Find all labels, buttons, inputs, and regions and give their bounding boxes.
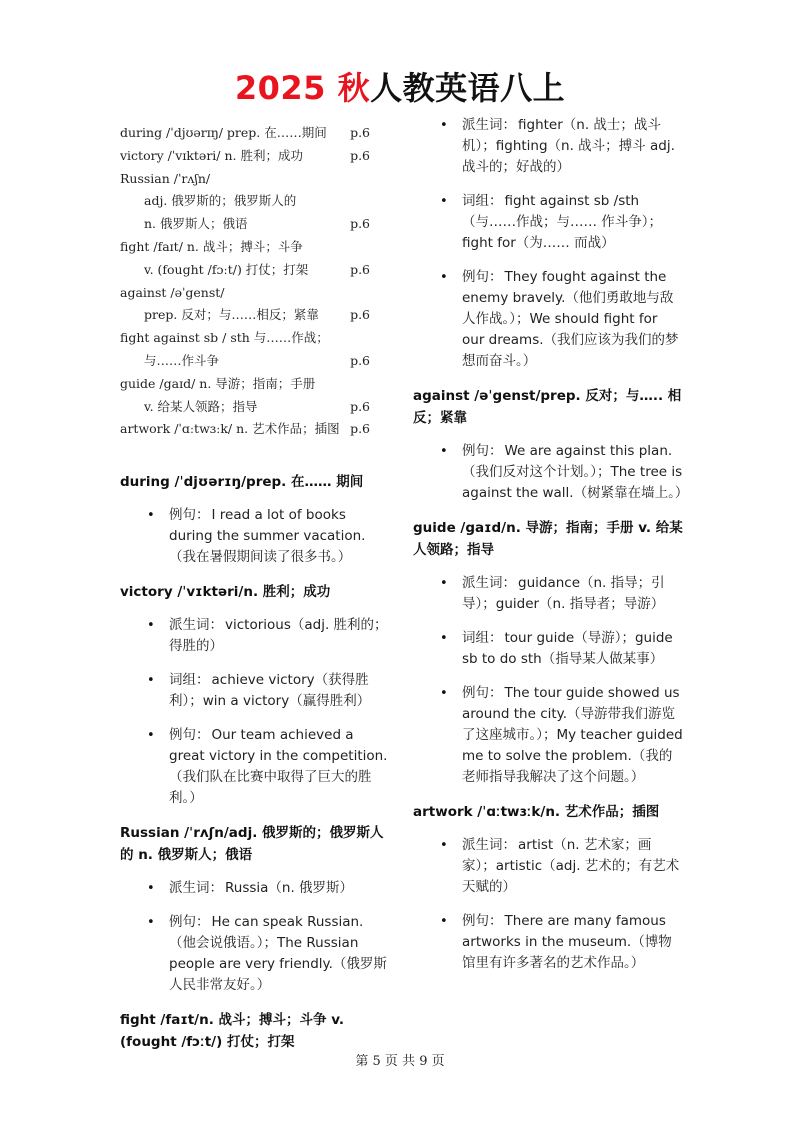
right-entries xyxy=(413,115,689,974)
wordlist-page: p.6 xyxy=(350,421,370,437)
bullet-text: Russia（n. 俄罗斯） xyxy=(225,880,354,897)
bullet-label: 词组： xyxy=(462,630,503,646)
wordlist-line xyxy=(120,213,370,236)
left-entries xyxy=(120,471,390,1053)
entry-block xyxy=(120,822,390,996)
entry-heading: guide /gaɪd/n. 导游；指南；手册 v. 给某人领路；指导 xyxy=(413,520,683,558)
entry-heading: victory /ˈvɪktəri/n. 胜利；成功 xyxy=(120,584,331,601)
bullet-text: I read a lot of books during the summer vacation.（我在暑假期间读了很多书。） xyxy=(169,507,366,566)
wordlist-text: 与……作斗争 xyxy=(144,352,220,368)
bullet-text: tour guide（导游）；guide sb to do sth（指导某人做某事） xyxy=(462,630,673,667)
bullet-text: artist（n. 艺术家；画家）；artistic（adj. 艺术的；有艺术天赋的） xyxy=(462,837,680,895)
wordlist-page: p.6 xyxy=(350,307,370,323)
page-footer: 第 5 页 共 9 页 xyxy=(355,1054,445,1069)
wordlist-line xyxy=(120,350,370,373)
bullet-label: 例句： xyxy=(169,507,210,524)
wordlist-text: v. (fought /fɔːt/) 打仗；打架 xyxy=(144,261,309,277)
bullet-dot-icon: • xyxy=(147,618,155,634)
bullet-item xyxy=(120,878,390,899)
wordlist-page: p.6 xyxy=(350,261,370,277)
bullet-text: There are many famous artworks in the museum.（博物馆里有许多著名的艺术作品。） xyxy=(462,913,672,971)
bullet-item xyxy=(413,835,683,898)
wordlist-line xyxy=(120,168,370,191)
bullet-text: We are against this plan.（我们反对这个计划。）；The tree is against the wall.（树紧靠在墙上。） xyxy=(462,443,689,501)
bullet-label: 词组： xyxy=(462,193,503,209)
wordlist-text: n. 俄罗斯人；俄语 xyxy=(144,216,248,232)
wordlist-text: during /ˈdjʊərɪŋ/ prep. 在……期间 xyxy=(120,125,327,140)
bullet-dot-icon: • xyxy=(147,673,155,689)
entry-block xyxy=(413,385,689,504)
entry-bullets xyxy=(120,615,390,809)
wordlist-text: artwork /ˈɑːtwɜːk/ n. 艺术作品；插图 xyxy=(120,421,340,437)
bullet-item xyxy=(120,912,390,996)
bullet-item xyxy=(413,573,683,615)
bullet-text: guidance（n. 指导；引导）；guider（n. 指导者；导游） xyxy=(462,575,665,612)
wordlist-line xyxy=(120,304,370,327)
bullet-text: achieve victory（获得胜利）；win a victory（赢得胜利） xyxy=(169,672,371,710)
entry-bullets xyxy=(413,115,683,372)
bullet-label: 派生词： xyxy=(462,837,516,853)
bullet-dot-icon: • xyxy=(440,686,448,701)
bullet-item xyxy=(413,115,683,178)
wordlist-line xyxy=(120,122,370,145)
bullet-dot-icon: • xyxy=(147,508,155,524)
wordlist-line xyxy=(120,282,370,305)
entry-heading: fight /faɪt/n. 战斗；搏斗；斗争 v. (fought /fɔːt/) 打仗；打架 xyxy=(120,1012,345,1051)
bullet-item xyxy=(413,267,683,372)
bullet-dot-icon: • xyxy=(440,118,448,133)
bullet-label: 例句： xyxy=(462,269,503,285)
bullet-label: 词组： xyxy=(169,672,210,689)
bullet-item xyxy=(413,911,683,974)
entry-bullets xyxy=(120,505,390,568)
bullet-label: 例句： xyxy=(462,685,503,701)
bullet-dot-icon: • xyxy=(440,444,448,459)
page-title xyxy=(0,66,800,110)
word-list xyxy=(120,122,370,441)
entry-block xyxy=(120,581,390,809)
wordlist-page: p.6 xyxy=(350,398,370,414)
title-year: 2025 xyxy=(234,69,326,107)
entry-heading: Russian /ˈrʌʃn/adj. 俄罗斯的；俄罗斯人的 n. 俄罗斯人；俄语 xyxy=(120,825,384,864)
entry-block xyxy=(413,801,683,974)
wordlist-page: p.6 xyxy=(350,216,370,232)
bullet-item xyxy=(120,670,390,712)
bullet-dot-icon: • xyxy=(147,915,155,931)
bullet-dot-icon: • xyxy=(440,194,448,209)
bullet-label: 例句： xyxy=(169,914,210,931)
bullet-dot-icon: • xyxy=(147,881,155,897)
entry-bullets xyxy=(120,878,390,996)
bullet-text: The tour guide showed us around the city.（导游带我们游览了这座城市。）；My teacher guided me to solve the problem.（我的老师指导我解决了这个问题。） xyxy=(462,685,683,785)
entry-heading: artwork /ˈɑːtwɜːk/n. 艺术作品；插图 xyxy=(413,804,660,820)
wordlist-text: Russian /ˈrʌʃn/ xyxy=(120,170,211,186)
entry-block xyxy=(120,471,390,568)
entry-bullets xyxy=(413,441,689,504)
bullet-label: 派生词： xyxy=(169,617,223,634)
wordlist-text: guide /gaɪd/ n. 导游；指南；手册 xyxy=(120,375,316,391)
wordlist-text: against /əˈgenst/ xyxy=(120,284,225,300)
bullet-dot-icon: • xyxy=(440,576,448,591)
right-column xyxy=(413,115,689,987)
wordlist-line xyxy=(120,373,370,396)
bullet-dot-icon: • xyxy=(440,631,448,646)
bullet-label: 派生词： xyxy=(462,117,516,133)
bullet-item xyxy=(120,505,390,568)
bullet-item xyxy=(413,628,683,670)
entry-heading: against /əˈgenst/prep. 反对；与….. 相反；紧靠 xyxy=(413,388,682,426)
bullet-text: They fought against the enemy bravely.（他们勇敢地与敌人作战。）；We should fight for our dreams.（我们应该为我们的梦想而奋斗。） xyxy=(462,269,679,369)
bullet-dot-icon: • xyxy=(440,270,448,285)
bullet-label: 派生词： xyxy=(169,880,223,897)
wordlist-text: prep. 反对；与……相反；紧靠 xyxy=(144,307,319,323)
entry-block xyxy=(120,1009,390,1053)
wordlist-text: victory /ˈvɪktəri/ n. 胜利；成功 xyxy=(120,147,303,163)
bullet-label: 例句： xyxy=(462,443,503,459)
wordlist-line xyxy=(120,259,370,282)
wordlist-text: v. 给某人领路；指导 xyxy=(144,398,258,414)
bullet-text: He can speak Russian.（他会说俄语。）；The Russian people are very friendly.（俄罗斯人民非常友好。） xyxy=(169,914,387,994)
wordlist-line xyxy=(120,396,370,419)
wordlist-page: p.6 xyxy=(350,352,370,368)
bullet-text: victorious（adj. 胜利的；得胜的） xyxy=(169,617,388,655)
bullet-item xyxy=(120,615,390,657)
entry-bullets xyxy=(413,835,683,974)
bullet-dot-icon: • xyxy=(440,838,448,853)
left-column xyxy=(120,122,390,1065)
entry-bullets xyxy=(413,573,683,788)
bullet-item xyxy=(120,725,390,809)
bullet-text: Our team achieved a great victory in the competition.（我们队在比赛中取得了巨大的胜利。） xyxy=(169,727,388,807)
bullet-item xyxy=(413,683,683,788)
wordlist-line xyxy=(120,190,370,213)
bullet-label: 例句： xyxy=(169,727,210,744)
bullet-text: fighter（n. 战士；战斗机）；fighting（n. 战斗；搏斗 adj. 战斗的；好战的） xyxy=(462,117,675,175)
title-rest: 人教英语八上 xyxy=(370,69,566,107)
wordlist-line xyxy=(120,236,370,259)
wordlist-line xyxy=(120,145,370,168)
bullet-dot-icon: • xyxy=(440,914,448,929)
title-season: 秋 xyxy=(337,69,371,107)
wordlist-page: p.6 xyxy=(350,147,370,163)
wordlist-text: adj. 俄罗斯的；俄罗斯人的 xyxy=(144,193,297,209)
bullet-text: fight against sb /sth（与……作战；与…… 作斗争）；fight for（为…… 而战） xyxy=(462,193,663,251)
wordlist-text: fight /faɪt/ n. 战斗；搏斗；斗争 xyxy=(120,238,303,254)
entry-block xyxy=(413,517,683,788)
wordlist-page: p.6 xyxy=(350,125,370,140)
bullet-item xyxy=(413,441,689,504)
entry-heading: during /ˈdjʊərɪŋ/prep. 在…… 期间 xyxy=(120,474,364,491)
bullet-dot-icon: • xyxy=(147,728,155,744)
bullet-item xyxy=(413,191,683,254)
wordlist-line xyxy=(120,327,370,350)
wordlist-text: fight against sb / sth 与……作战； xyxy=(120,330,329,346)
wordlist-line xyxy=(120,418,370,441)
bullet-label: 派生词： xyxy=(462,575,516,591)
bullet-label: 例句： xyxy=(462,913,503,929)
entry-block xyxy=(413,115,683,372)
